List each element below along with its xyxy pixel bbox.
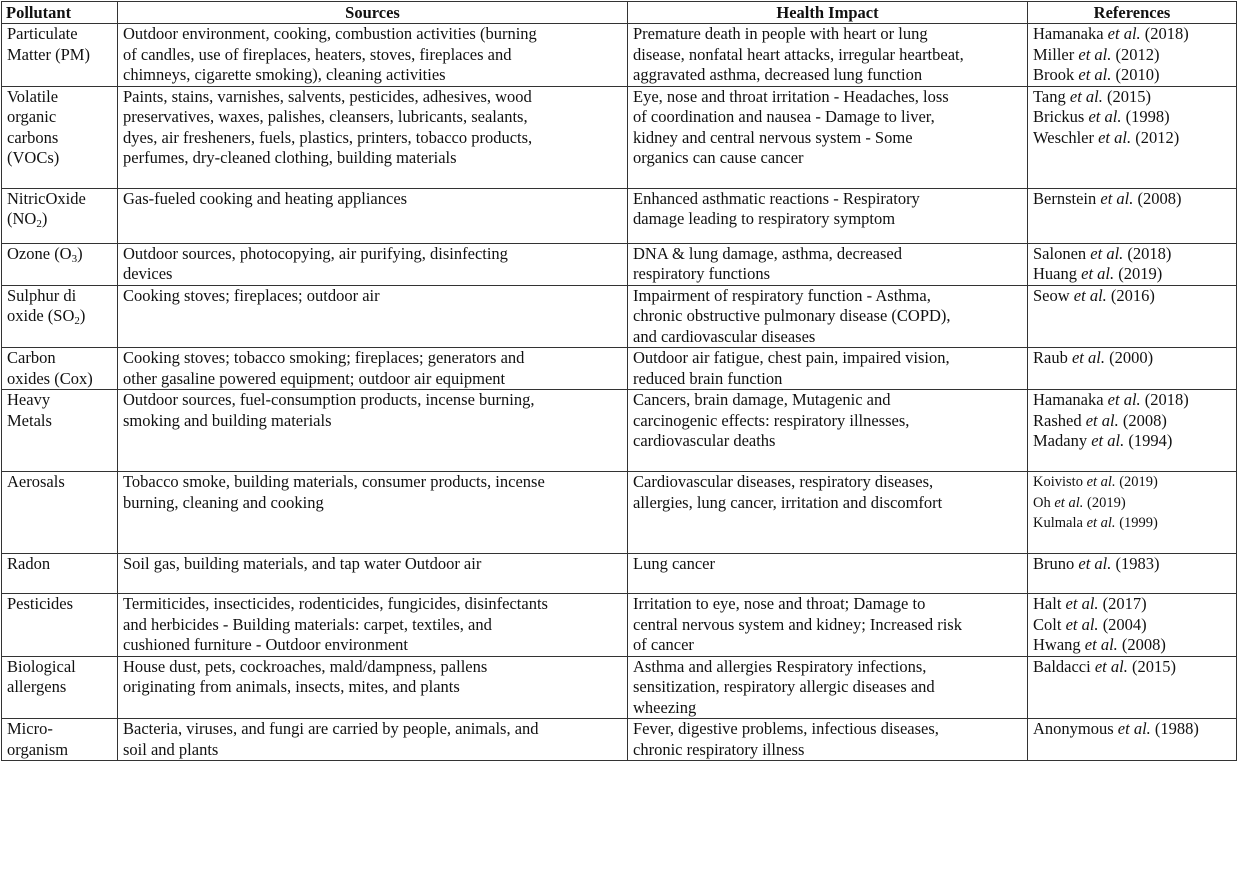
pollutant-line: carbons: [7, 127, 59, 147]
reference-etal: et al.: [1054, 494, 1084, 511]
sources-line: devices: [123, 264, 173, 283]
health-line: Cancers, brain damage, Mutagenic and: [633, 390, 891, 409]
health-line: damage leading to respiratory symptom: [633, 209, 896, 228]
health-line: Cardiovascular diseases, respiratory diseases,: [633, 472, 934, 491]
sources-line: Soil gas, building materials, and tap water Outdoor air: [123, 554, 482, 573]
sources-cell: [118, 285, 628, 348]
sources-line: chimneys, cigarette smoking), cleaning activities: [123, 65, 446, 84]
health-line: kidney and central nervous system - Some: [633, 127, 913, 147]
sources-line: Outdoor sources, fuel-consumption products, incense burning,: [123, 390, 535, 409]
health-impact-cell: [628, 348, 1028, 390]
references-cell: [1028, 188, 1237, 243]
pollutant-cell: [2, 243, 118, 285]
pollutant-cell: [2, 719, 118, 761]
reference-entry: Madany et al. (1994): [1033, 431, 1173, 450]
health-line: of coordination and nausea - Damage to liver,: [633, 107, 935, 126]
pollutant-line: Micro-: [7, 719, 53, 738]
reference-etal: et al.: [1086, 515, 1116, 531]
sources-line: smoking and building materials: [123, 410, 332, 430]
pollutant-line: organic: [7, 107, 57, 126]
reference-etal: et al.: [1078, 44, 1112, 64]
pollutant-line: Particulate: [7, 24, 78, 43]
reference-entry: Huang et al. (2019): [1033, 264, 1163, 283]
pollutant-cell: [2, 348, 118, 390]
reference-etal: et al.: [1094, 656, 1128, 676]
health-line: Enhanced asthmatic reactions - Respiratory: [633, 188, 920, 208]
pollutant-cell: [2, 86, 118, 188]
table-row: [2, 86, 1237, 188]
health-impact-cell: [628, 719, 1028, 761]
pollutant-cell: [2, 594, 118, 657]
reference-entry: Colt et al. (2004): [1033, 614, 1147, 634]
subscript: 3: [71, 252, 78, 265]
references-cell: [1028, 554, 1237, 594]
reference-etal: et al.: [1098, 127, 1132, 147]
reference-entry: Salonen et al. (2018): [1033, 243, 1172, 263]
table-row: [2, 285, 1237, 348]
sources-line: Cooking stoves; fireplaces; outdoor air: [123, 285, 380, 305]
sources-line: preservatives, waxes, palishes, cleansers, lubricants, sealants,: [123, 107, 528, 126]
sources-line: Paints, stains, varnishes, salvents, pesticides, adhesives, wood: [123, 86, 532, 106]
health-line: respiratory functions: [633, 264, 771, 283]
health-line: disease, nonfatal heart attacks, irregular heartbeat,: [633, 44, 964, 64]
health-line: cardiovascular deaths: [633, 431, 776, 450]
reference-entry: Miller et al. (2012): [1033, 44, 1160, 64]
pollutant-line: (VOCs): [7, 148, 60, 167]
pollutant-line: Radon: [7, 554, 51, 573]
reference-etal: et al.: [1086, 474, 1116, 490]
pollutant-line: Matter (PM): [7, 44, 90, 64]
health-impact-cell: [628, 472, 1028, 554]
pollutant-line: Pesticides: [7, 594, 73, 613]
header-sources: Sources: [118, 2, 628, 24]
health-impact-cell: [628, 188, 1028, 243]
reference-etal: et al.: [1107, 390, 1141, 409]
sources-line: Gas-fueled cooking and heating appliances: [123, 188, 408, 208]
health-line: chronic obstructive pulmonary disease (COPD),: [633, 306, 951, 325]
health-impact-cell: [628, 390, 1028, 472]
reference-etal: et al.: [1071, 348, 1105, 367]
health-line: allergies, lung cancer, irritation and discomfort: [633, 492, 943, 512]
sources-cell: [118, 24, 628, 87]
sources-line: Outdoor environment, cooking, combustion activities (burning: [123, 24, 537, 43]
health-line: carcinogenic effects: respiratory illnesses,: [633, 410, 910, 430]
reference-entry: Koivisto et al. (2019): [1033, 474, 1158, 490]
reference-entry: Halt et al. (2017): [1033, 594, 1147, 613]
table-row: [2, 719, 1237, 761]
health-impact-cell: [628, 285, 1028, 348]
reference-etal: et al.: [1065, 614, 1099, 634]
reference-entry: Hwang et al. (2008): [1033, 635, 1166, 654]
table-row: [2, 594, 1237, 657]
references-cell: [1028, 24, 1237, 87]
pollutant-cell: [2, 285, 118, 348]
health-impact-cell: [628, 656, 1028, 719]
reference-etal: et al.: [1107, 24, 1141, 43]
pollutant-line: oxides (Cox): [7, 368, 93, 388]
pollutant-line: Sulphur di: [7, 285, 77, 305]
table-row: [2, 348, 1237, 390]
references-cell: [1028, 656, 1237, 719]
health-line: Impairment of respiratory function - Asthma,: [633, 285, 931, 305]
health-line: organics can cause cancer: [633, 148, 804, 167]
health-line: sensitization, respiratory allergic diseases and: [633, 677, 935, 696]
reference-entry: Baldacci et al. (2015): [1033, 656, 1176, 676]
health-line: Premature death in people with heart or lung: [633, 24, 928, 43]
health-line: aggravated asthma, decreased lung function: [633, 65, 923, 84]
reference-etal: et al.: [1117, 719, 1151, 738]
pollutant-cell: [2, 24, 118, 87]
reference-etal: et al.: [1090, 243, 1124, 263]
reference-entry: Kulmala et al. (1999): [1033, 515, 1158, 531]
pollutant-table: [1, 1, 1237, 761]
sources-line: Outdoor sources, photocopying, air purifying, disinfecting: [123, 243, 508, 263]
sources-line: Bacteria, viruses, and fungi are carried by people, animals, and: [123, 719, 539, 738]
sources-line: dyes, air fresheners, fuels, plastics, printers, tobacco products,: [123, 127, 533, 147]
pollutant-line: Biological: [7, 656, 76, 676]
table-row: [2, 243, 1237, 285]
sources-cell: [118, 243, 628, 285]
health-line: DNA & lung damage, asthma, decreased: [633, 243, 902, 263]
sources-line: burning, cleaning and cooking: [123, 492, 324, 512]
pollutant-cell: [2, 188, 118, 243]
health-impact-cell: [628, 243, 1028, 285]
health-impact-cell: [628, 24, 1028, 87]
references-cell: [1028, 390, 1237, 472]
sources-line: House dust, pets, cockroaches, mald/dampness, pallens: [123, 656, 488, 676]
pollutant-cell: [2, 554, 118, 594]
pollutant-line: oxide $(SO_2)$: [7, 306, 86, 327]
health-line: Outdoor air fatigue, chest pain, impaired vision,: [633, 348, 950, 367]
health-line: chronic respiratory illness: [633, 739, 805, 759]
health-line: Fever, digestive problems, infectious diseases,: [633, 719, 939, 738]
sources-line: and herbicides - Building materials: carpet, textiles, and: [123, 614, 492, 634]
pollutant-cell: [2, 656, 118, 719]
reference-etal: et al.: [1100, 188, 1134, 208]
pollutant-line: allergens: [7, 677, 67, 696]
reference-etal: et al.: [1073, 285, 1107, 305]
sources-line: Tobacco smoke, building materials, consumer products, incense: [123, 472, 545, 491]
header-pollutant: Pollutant: [2, 2, 118, 24]
references-cell: [1028, 472, 1237, 554]
reference-entry: Hamanaka et al. (2018): [1033, 24, 1189, 43]
sources-cell: [118, 472, 628, 554]
health-line: of cancer: [633, 635, 694, 654]
reference-etal: et al.: [1085, 410, 1119, 430]
pollutant-line: Ozone $(O_3)$: [7, 243, 83, 265]
header-health-impact: Health Impact: [628, 2, 1028, 24]
pollutant-cell: [2, 390, 118, 472]
sources-line: soil and plants: [123, 739, 219, 759]
references-cell: [1028, 719, 1237, 761]
sources-cell: [118, 554, 628, 594]
reference-entry: Tang et al. (2015): [1033, 86, 1152, 106]
sources-line: perfumes, dry-cleaned clothing, building materials: [123, 148, 457, 167]
sources-line: of candles, use of fireplaces, heaters, stoves, fireplaces and: [123, 44, 512, 64]
reference-entry: Bruno et al. (1983): [1033, 554, 1160, 573]
health-line: reduced brain function: [633, 368, 783, 388]
reference-etal: et al.: [1065, 594, 1099, 613]
sources-line: other gasaline powered equipment; outdoor air equipment: [123, 368, 506, 388]
sources-cell: [118, 86, 628, 188]
sources-cell: [118, 719, 628, 761]
references-cell: [1028, 594, 1237, 657]
reference-entry: Raub et al. (2000): [1033, 348, 1154, 367]
reference-entry: Rashed et al. (2008): [1033, 410, 1167, 430]
table-row: [2, 472, 1237, 554]
health-line: Irritation to eye, nose and throat; Damage to: [633, 594, 926, 613]
reference-entry: Brook et al. (2010): [1033, 65, 1160, 84]
sources-cell: [118, 390, 628, 472]
reference-etal: et al.: [1069, 86, 1103, 106]
health-line: central nervous system and kidney; Increased risk: [633, 614, 962, 634]
pollutant-cell: [2, 472, 118, 554]
sources-line: originating from animals, insects, mites, and plants: [123, 677, 460, 696]
pollutant-line: Carbon: [7, 348, 56, 367]
reference-etal: et al.: [1091, 431, 1125, 450]
table-row: [2, 554, 1237, 594]
header-row: [2, 2, 1237, 24]
reference-etal: et al.: [1088, 107, 1122, 126]
pollutant-line: Heavy: [7, 390, 51, 409]
health-line: Eye, nose and throat irritation - Headaches, loss: [633, 86, 949, 106]
sources-line: cushioned furniture - Outdoor environment: [123, 635, 409, 654]
table-row: [2, 188, 1237, 243]
subscript: 2: [74, 315, 80, 327]
reference-etal: et al.: [1078, 554, 1112, 573]
reference-entry: Hamanaka et al. (2018): [1033, 390, 1189, 409]
reference-entry: Brickus et al. (1998): [1033, 107, 1170, 126]
health-impact-cell: [628, 594, 1028, 657]
sources-cell: [118, 188, 628, 243]
subscript: 2: [36, 218, 42, 230]
sources-cell: [118, 656, 628, 719]
reference-entry: Oh et al. (2019): [1033, 494, 1126, 511]
table-row: [2, 390, 1237, 472]
references-cell: [1028, 243, 1237, 285]
sources-cell: [118, 348, 628, 390]
reference-etal: et al.: [1081, 264, 1115, 283]
pollutant-line: Volatile: [7, 86, 59, 106]
pollutant-line: $(NO_2)$: [7, 209, 48, 230]
reference-entry: Seow et al. (2016): [1033, 285, 1155, 305]
health-line: and cardiovascular diseases: [633, 326, 816, 346]
health-line: Lung cancer: [633, 554, 715, 573]
table-row: [2, 24, 1237, 87]
sources-line: Cooking stoves; tobacco smoking; fireplaces; generators and: [123, 348, 525, 367]
health-impact-cell: [628, 554, 1028, 594]
reference-entry: Bernstein et al. (2008): [1033, 188, 1182, 208]
health-line: Asthma and allergies Respiratory infections,: [633, 656, 927, 676]
pollutant-line: Aerosals: [7, 472, 65, 491]
pollutant-line: NitricOxide: [7, 188, 86, 208]
sources-line: Termiticides, insecticides, rodenticides, fungicides, disinfectants: [123, 594, 548, 613]
table-row: [2, 656, 1237, 719]
reference-etal: et al.: [1078, 65, 1112, 84]
reference-etal: et al.: [1084, 635, 1118, 654]
header-references: References: [1028, 2, 1237, 24]
health-line: wheezing: [633, 697, 697, 717]
references-cell: [1028, 285, 1237, 348]
reference-entry: Anonymous et al. (1988): [1033, 719, 1199, 738]
pollutant-line: organism: [7, 739, 69, 759]
references-cell: [1028, 86, 1237, 188]
sources-cell: [118, 594, 628, 657]
pollutant-line: Metals: [7, 410, 52, 430]
reference-entry: Weschler et al. (2012): [1033, 127, 1180, 147]
health-impact-cell: [628, 86, 1028, 188]
references-cell: [1028, 348, 1237, 390]
